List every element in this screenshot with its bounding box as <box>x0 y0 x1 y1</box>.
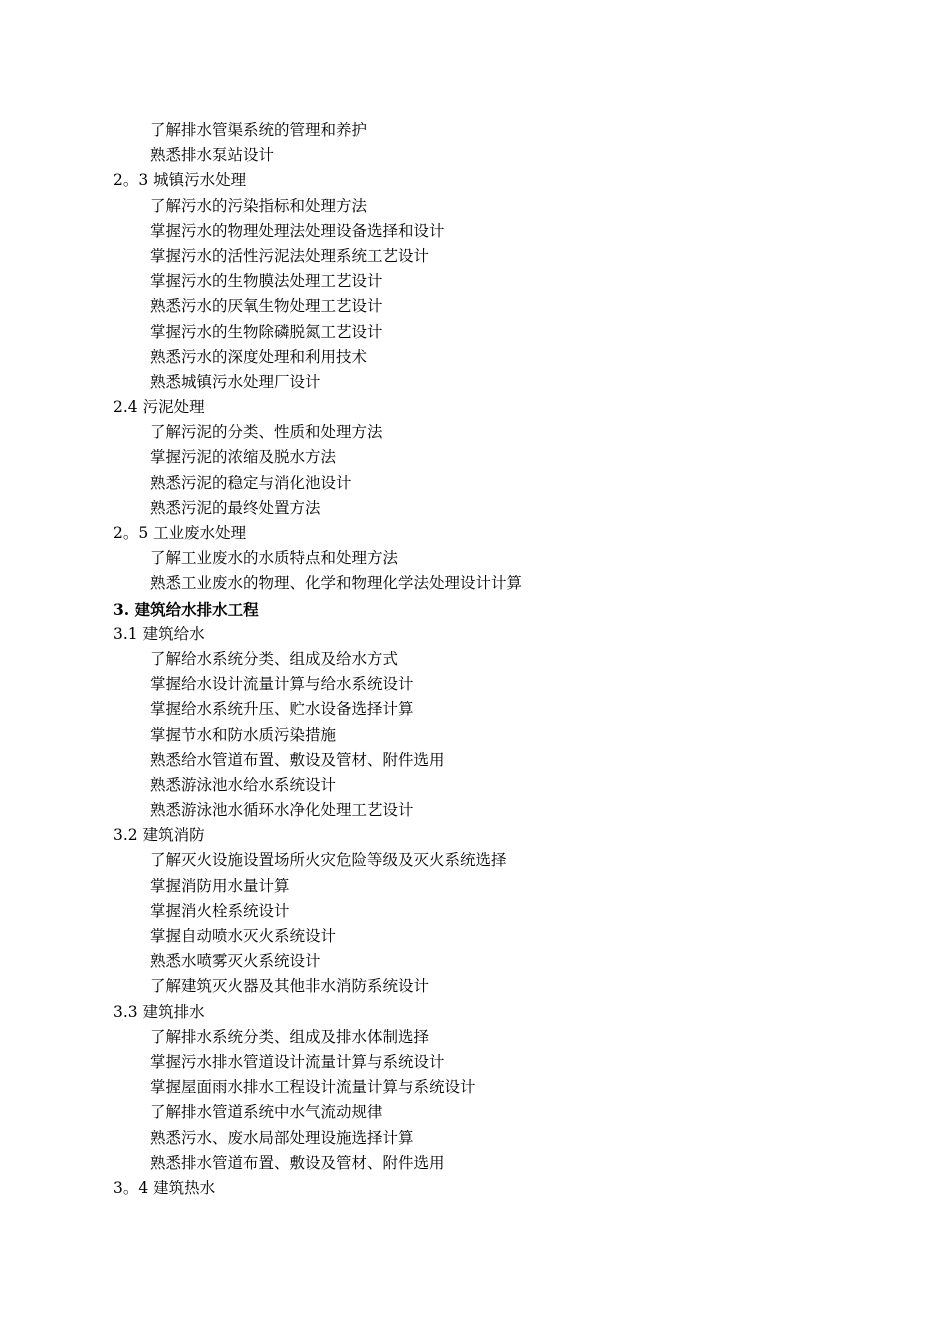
list-item: 熟悉游泳池水给水系统设计 <box>150 775 337 794</box>
list-item: 掌握污水的物理处理法处理设备选择和设计 <box>150 221 445 240</box>
section-heading: 3.3 建筑排水 <box>113 1002 205 1021</box>
list-item: 熟悉排水泵站设计 <box>150 146 275 165</box>
list-item: 熟悉游泳池水循环水净化处理工艺设计 <box>150 801 414 820</box>
list-item: 了解给水系统分类、组成及给水方式 <box>150 649 399 668</box>
list-item: 掌握污泥的浓缩及脱水方法 <box>150 448 337 467</box>
list-item: 了解污泥的分类、性质和处理方法 <box>150 423 383 442</box>
list-item: 掌握消火栓系统设计 <box>150 901 290 920</box>
list-item: 熟悉给水管道布置、敷设及管材、附件选用 <box>150 750 445 769</box>
list-item: 熟悉污泥的稳定与消化池设计 <box>150 473 352 492</box>
list-item: 熟悉污水的深度处理和利用技术 <box>150 347 368 366</box>
list-item: 掌握给水系统升压、贮水设备选择计算 <box>150 700 414 719</box>
list-item: 熟悉污泥的最终处置方法 <box>150 498 321 517</box>
section-heading: 2.4 污泥处理 <box>113 398 205 417</box>
section-heading: 3.2 建筑消防 <box>113 826 205 845</box>
list-item: 熟悉城镇污水处理厂设计 <box>150 372 321 391</box>
section-heading: 2。5 工业废水处理 <box>113 524 247 542</box>
list-item: 熟悉污水、废水局部处理设施选择计算 <box>150 1128 414 1147</box>
list-item: 熟悉水喷雾灭火系统设计 <box>150 952 321 971</box>
section-heading: 3.1 建筑给水 <box>113 624 205 643</box>
list-item: 掌握自动喷水灭火系统设计 <box>150 927 337 945</box>
document-body <box>113 118 873 1201</box>
list-item: 了解建筑灭火器及其他非水消防系统设计 <box>150 977 430 996</box>
list-item: 熟悉排水管道布置、敷设及管材、附件选用 <box>150 1153 445 1172</box>
list-item: 掌握污水的生物膜法处理工艺设计 <box>150 272 383 291</box>
list-item: 熟悉工业废水的物理、化学和物理化学法处理设计计算 <box>150 574 523 593</box>
list-item: 了解灭火设施设置场所火灾危险等级及灭火系统选择 <box>150 851 507 870</box>
section-heading: 3。4 建筑热水 <box>113 1178 216 1197</box>
list-item: 掌握污水的活性污泥法处理系统工艺设计 <box>150 246 430 265</box>
list-item: 掌握污水排水管道设计流量计算与系统设计 <box>150 1052 445 1071</box>
list-item: 了解工业废水的水质特点和处理方法 <box>150 549 399 568</box>
list-item: 熟悉污水的厌氧生物处理工艺设计 <box>150 297 383 316</box>
list-item: 了解排水系统分类、组成及排水体制选择 <box>150 1027 430 1046</box>
list-item: 掌握污水的生物除磷脱氮工艺设计 <box>150 322 383 341</box>
section-heading: 2。3 城镇污水处理 <box>113 171 247 190</box>
list-item: 掌握屋面雨水排水工程设计流量计算与系统设计 <box>150 1078 476 1097</box>
list-item: 掌握给水设计流量计算与给水系统设计 <box>150 675 414 694</box>
chapter-heading: 3. 建筑给水排水工程 <box>113 599 259 619</box>
list-item: 了解排水管渠系统的管理和养护 <box>150 121 368 139</box>
list-item: 掌握消防用水量计算 <box>150 876 290 895</box>
list-item: 了解排水管道系统中水气流动规律 <box>150 1103 383 1122</box>
list-item: 了解污水的污染指标和处理方法 <box>150 196 368 215</box>
list-item: 掌握节水和防水质污染措施 <box>150 725 337 744</box>
